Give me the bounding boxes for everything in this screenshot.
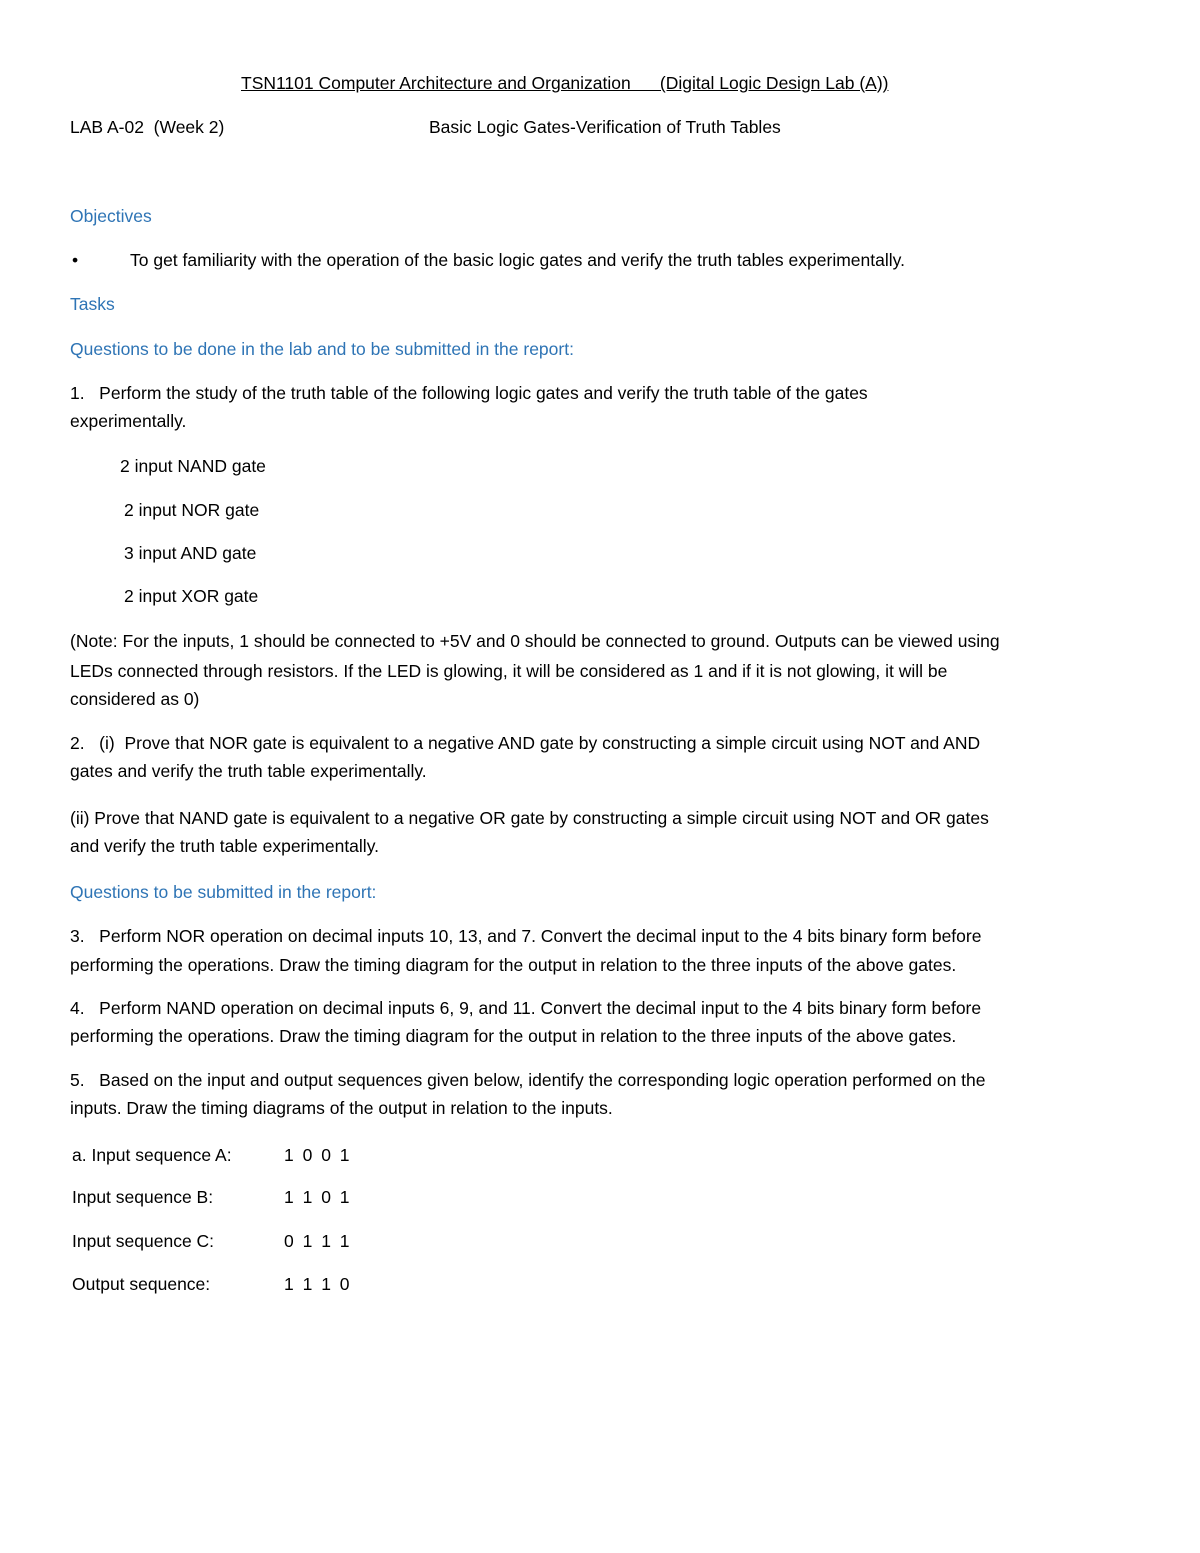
sequence-value: 1 0 0 1: [284, 1145, 352, 1165]
lab-topic: Basic Logic Gates-Verification of Truth Tables: [429, 117, 781, 137]
question-4-line-1: 4. Perform NAND operation on decimal inputs 6, 9, and 11. Convert the decimal input to the 4 bits binary form before: [70, 998, 982, 1018]
gate-list-item: 2 input NAND gate: [120, 456, 266, 476]
objective-item: To get familiarity with the operation of the basic logic gates and verify the truth tables experimentally.: [130, 250, 905, 270]
gate-list-item: 2 input XOR gate: [124, 586, 259, 606]
sequence-label: Input sequence B:: [72, 1187, 214, 1207]
document-title: TSN1101 Computer Architecture and Organization (Digital Logic Design Lab (A)): [241, 73, 889, 93]
sequence-value: 1 1 0 1: [284, 1187, 352, 1207]
tasks-heading: Tasks: [70, 294, 115, 314]
sequence-label: a. Input sequence A:: [72, 1145, 232, 1165]
question-3-line-2: performing the operations. Draw the timing diagram for the output in relation to the three inputs of the above gates.: [70, 955, 957, 975]
gate-list-item: 2 input NOR gate: [124, 500, 260, 520]
question-2i-line-2: gates and verify the truth table experimentally.: [70, 761, 427, 781]
question-1-line-1: 1. Perform the study of the truth table of the following logic gates and verify the truth table of the gates: [70, 383, 868, 403]
bullet-icon: •: [72, 250, 79, 270]
question-3-line-1: 3. Perform NOR operation on decimal inputs 10, 13, and 7. Convert the decimal input to the 4 bits binary form before: [70, 926, 982, 946]
lab-label: LAB A-02 (Week 2): [70, 117, 225, 137]
question-2i-line-1: 2. (i) Prove that NOR gate is equivalent to a negative AND gate by constructing a simple circuit using NOT and AND: [70, 733, 981, 753]
question-2ii-line-1: (ii) Prove that NAND gate is equivalent to a negative OR gate by constructing a simple circuit using NOT and OR gates: [70, 808, 989, 828]
question-1-line-2: experimentally.: [70, 411, 187, 431]
objectives-heading: Objectives: [70, 206, 152, 226]
question-2ii-line-2: and verify the truth table experimentally.: [70, 836, 380, 856]
question-4-line-2: performing the operations. Draw the timing diagram for the output in relation to the three inputs of the above gates.: [70, 1026, 957, 1046]
note-line-1: (Note: For the inputs, 1 should be connected to +5V and 0 should be connected to ground. Outputs can be viewed using: [70, 631, 1000, 651]
note-line-3: considered as 0): [70, 689, 200, 709]
sequence-value: 0 1 1 1: [284, 1231, 352, 1251]
lab-questions-heading: Questions to be done in the lab and to be submitted in the report:: [70, 339, 574, 359]
question-5-line-2: inputs. Draw the timing diagrams of the output in relation to the inputs.: [70, 1098, 613, 1118]
gate-list-item: 3 input AND gate: [124, 543, 257, 563]
sequence-label: Input sequence C:: [72, 1231, 215, 1251]
sequence-label: Output sequence:: [72, 1274, 211, 1294]
question-5-line-1: 5. Based on the input and output sequences given below, identify the corresponding logic operation performed on the: [70, 1070, 986, 1090]
report-questions-heading: Questions to be submitted in the report:: [70, 882, 377, 902]
note-line-2: LEDs connected through resistors. If the LED is glowing, it will be considered as 1 and if it is not glowing, it will be: [70, 661, 948, 681]
sequence-value: 1 1 1 0: [284, 1274, 352, 1294]
